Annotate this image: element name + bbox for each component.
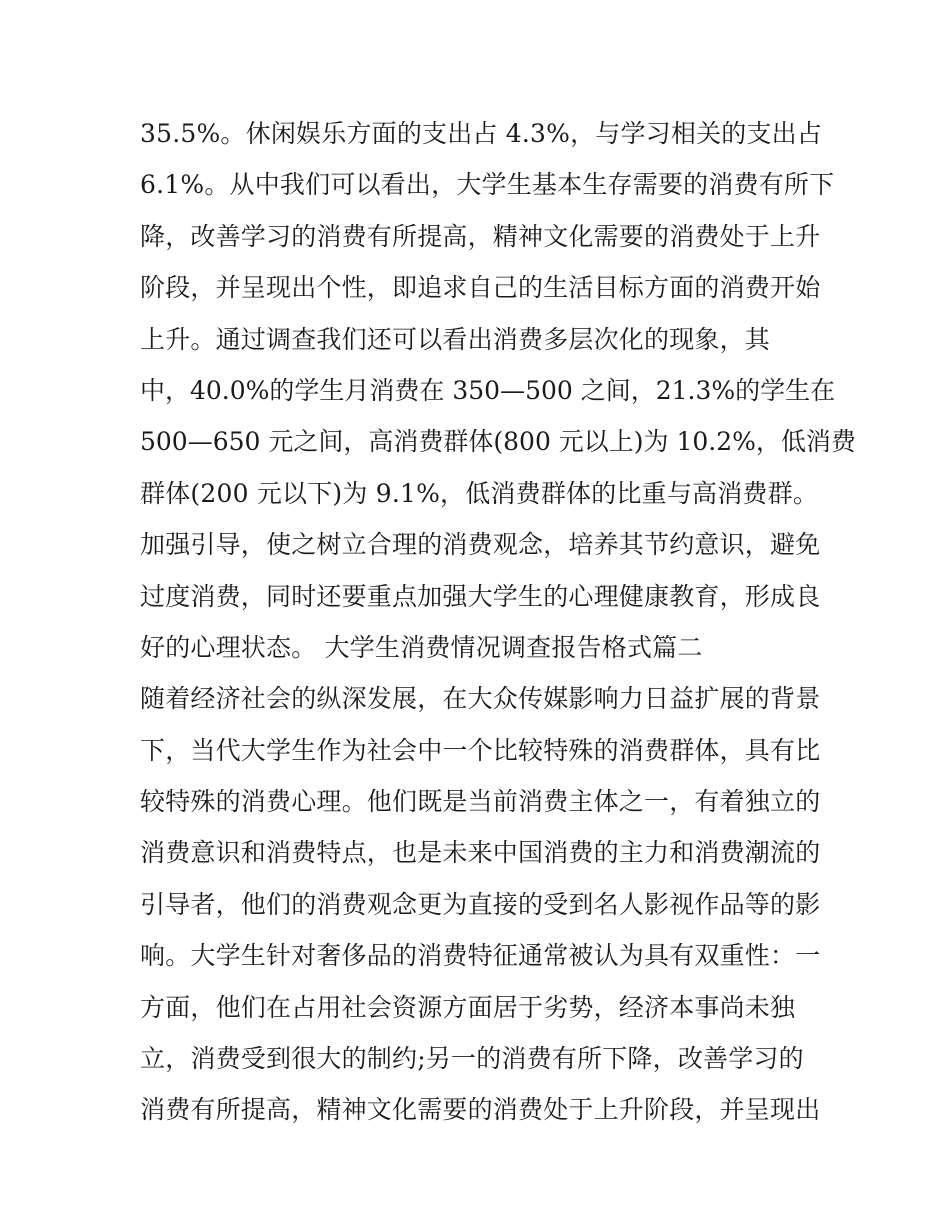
text-line: 降，改善学习的消费有所提高，精神文化需要的消费处于上升 [140,221,821,251]
text-line: 消费意识和消费特点，也是未来中国消费的主力和消费潮流的 [140,838,821,868]
text-line: 随着经济社会的纵深发展，在大众传媒影响力日益扩展的背景 [140,684,821,714]
text-line: 下，当代大学生作为社会中一个比较特殊的消费群体，具有比 [140,735,821,765]
text-line: 上升。通过调查我们还可以看出消费多层次化的现象，其 [140,324,771,354]
text-line: 加强引导，使之树立合理的消费观念，培养其节约意识，避免 [140,530,821,560]
text-line: 35.5%。休闲娱乐方面的支出占 4.3%，与学习相关的支出占 [140,119,823,148]
text-line: 方面，他们在占用社会资源方面居于劣势，经济本事尚未独 [140,992,796,1022]
section-heading-line: 好的心理状态。 大学生消费情况调查报告格式篇二 [140,632,703,662]
text-line: 立，消费受到很大的制约;另一的消费有所下降，改善学习的 [140,1044,804,1074]
text-line: 6.1%。从中我们可以看出，大学生基本生存需要的消费有所下 [140,170,835,200]
text-line: 过度消费，同时还要重点加强大学生的心理健康教育，形成良 [140,581,821,611]
text-line: 群体(200 元以下)为 9.1%，低消费群体的比重与高消费群。 [140,478,819,508]
text-line: 消费有所提高，精神文化需要的消费处于上升阶段，并呈现出 [140,1095,821,1125]
body-text [140,108,856,1136]
text-line: 引导者，他们的消费观念更为直接的受到名人影视作品等的影 [140,889,821,919]
text-line: 较特殊的消费心理。他们既是当前消费主体之一，有着独立的 [140,787,821,817]
text-line: 500—650 元之间，高消费群体(800 元以上)为 10.2%，低消费 [140,427,856,457]
text-line: 响。大学生针对奢侈品的消费特征通常被认为具有双重性：一 [140,941,821,971]
text-line: 阶段，并呈现出个性，即追求自己的生活目标方面的消费开始 [140,273,821,303]
text-line: 中，40.0%的学生月消费在 350—500 之间，21.3%的学生在 [140,375,836,405]
